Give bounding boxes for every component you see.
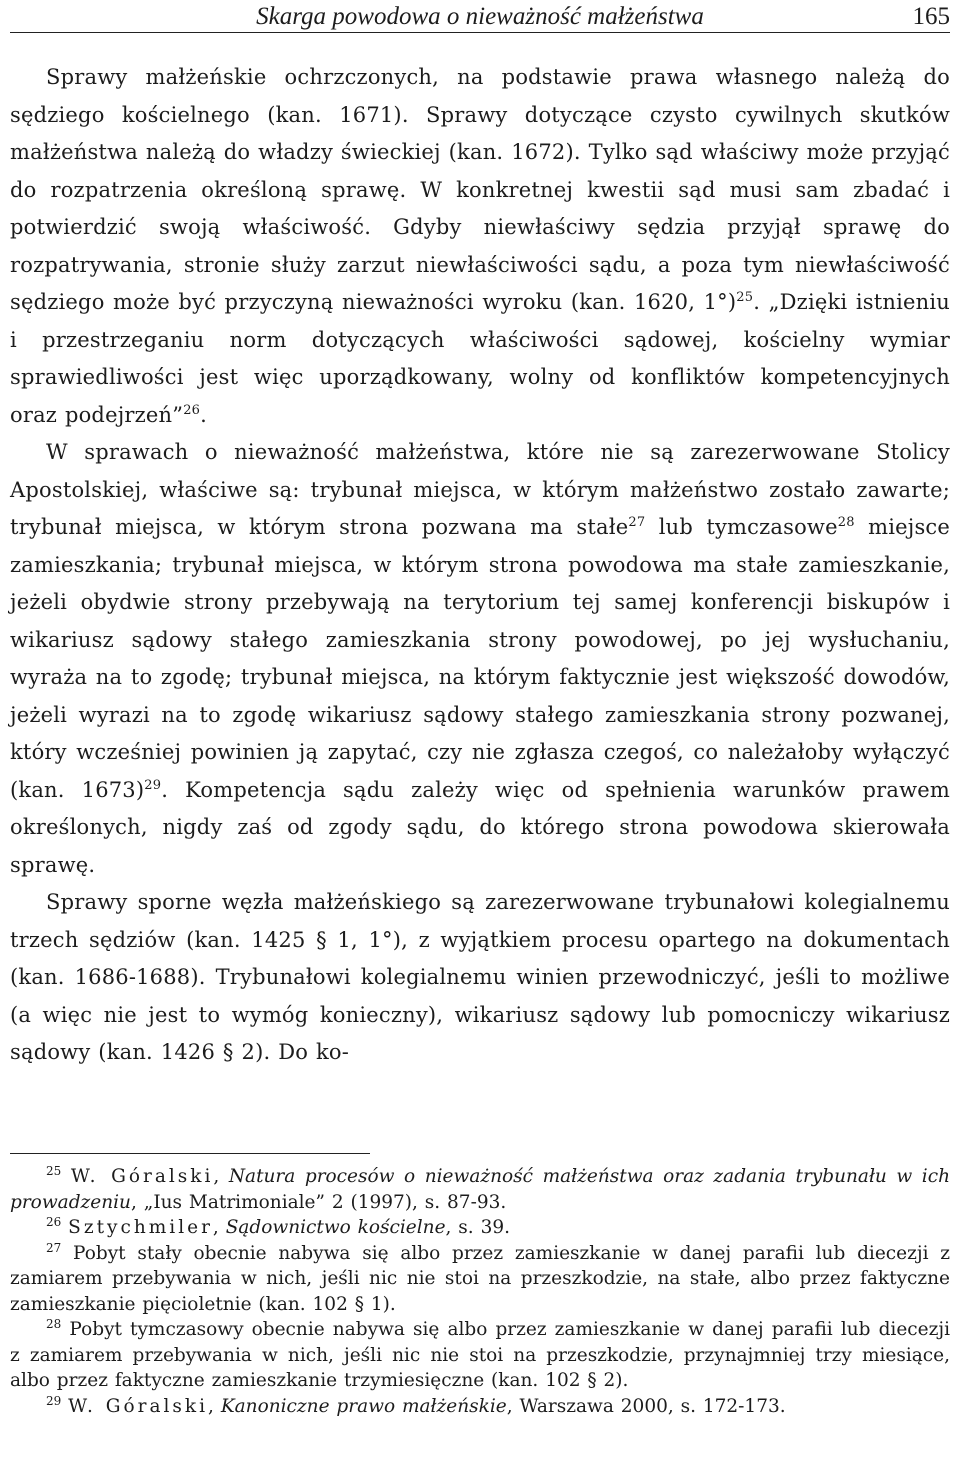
footnote-ref-29: 29 — [144, 777, 162, 793]
footnote-author: W. Góralski — [68, 1395, 209, 1417]
main-text — [10, 59, 950, 1072]
footnote-author: Sztychmiler — [68, 1217, 213, 1238]
footnote-26: $^{26}$ Sztychmiler, Sądownictwo kościelne, s. 39. — [46, 1215, 510, 1238]
footnotes — [10, 1164, 950, 1419]
running-header — [10, 0, 950, 33]
footnote-ref-25: 25 — [736, 290, 754, 305]
paragraph-text: Sprawy sporne węzła małżeńskiego są zarezerwowane trybunałowi kolegialnemu trzech sędziów (kan. 1425 § 1, 1°), z wyjątkiem procesu opartego na dokumentach (kan. 1686-1688). Trybunałowi kolegialnemu winien przewodniczyć, jeśli to możliwe (a więc nie jest to wymóg konieczny), wikariusz sądowy lub pomocniczy wikariusz sądowy (kan. 1426 § 2). Do ko- — [10, 890, 950, 1064]
paragraph-text: Sprawy małżeńskie ochrzczonych, na podstawie prawa własnego należą do sędziego kościelnego (kan. 1671). Sprawy dotyczące czysto cywilnych skutków małżeństwa należą do władzy świeckiej (kan. 1672). Tylko sąd właściwy może przyjąć do rozpatrzenia określoną sprawę. W konkretnej kwestii sąd musi sam zbadać i potwierdzić swoją właściwość. Gdyby niewłaściwy sędzia przyjął sprawę do rozpatrywania, stronie służy zarzut niewłaściwości sądu, a poza tym niewłaściwość sędziego może być przyczyną nieważności wyroku (kan. 1620, 1°) — [10, 65, 950, 314]
footnote-27 — [10, 1241, 950, 1318]
footnote-25: $^{25}$ W. Góralski, Natura procesów o nieważność małżeństwa oraz zadania trybunału w ich prowadzeniu, „Ius Matrimoniale” 2 (1997), s. 87-93. — [10, 1164, 951, 1213]
footnote-title: Sądownictwo kościelne — [225, 1217, 446, 1238]
running-title: Skarga powodowa o nieważność małżeństwa — [256, 3, 704, 30]
footnote-28 — [10, 1317, 950, 1394]
paragraph-text: lub tymczasowe — [645, 515, 838, 539]
footnote-rest: , Warszawa 2000, s. 172-173. — [506, 1395, 786, 1417]
footnote-rest: , s. 39. — [445, 1217, 510, 1238]
footnote-text: Pobyt stały obecnie nabywa się albo przez zamieszkanie w danej parafii lub diecezji z zamiarem przebywania w nich, jeśli nic nie stoi na przeszkodzie, na stałe, albo przez faktyczne zamieszkanie pięcioletnie (kan. 102 § 1). — [10, 1242, 950, 1315]
footnote-number: 25 — [46, 1164, 62, 1178]
paragraph-text: . „Dzięki istnieniu i przestrzeganiu norm dotyczących właściwości sądowej, kościelny wymiar sprawiedliwości jest więc uporządkowany, wolny od konfliktów kompetencyjnych oraz podejrzeń” — [10, 290, 950, 427]
footnote-number: 27 — [46, 1240, 62, 1255]
footnote-author: W. Góralski — [70, 1166, 214, 1187]
footnote-number: 28 — [46, 1317, 62, 1331]
footnote-ref-28: 28 — [837, 515, 855, 530]
paragraph-2 — [10, 434, 950, 884]
paragraph-3 — [10, 884, 950, 1072]
footnote-divider — [10, 1153, 370, 1154]
footnote-ref-26: 26 — [183, 402, 201, 418]
page-number: 165 — [912, 3, 950, 30]
paragraph-text: miejsce zamieszkania; trybunał miejsca, w którym strona powodowa ma stałe zamieszkanie, jeżeli obydwie strony przebywają na terytorium tej samej konferencji biskupów i wikariusz sądowy stałego zamieszkania strony powodowej, po jej wysłuchaniu, wyraża na to zgodę; trybunał miejsca, na którym faktycznie jest większość dowodów, jeżeli wyrazi na to zgodę wikariusz sądowy stałego zamieszkania strony pozwanej, który wcześniej powinien ją zapytać, czy nie zgłasza czegoś, co należałoby wyłączyć (kan. 1673) — [10, 515, 951, 802]
footnote-29: $^{29}$ W. Góralski, Kanoniczne prawo małżeńskie, Warszawa 2000, s. 172-173. — [46, 1393, 786, 1417]
footnote-text: Pobyt tymczasowy obecnie nabywa się albo przez zamieszkanie w danej parafii lub diecezji z zamiarem przebywania w nich, jeśli nic nie stoi na przeszkodzie, przynajmniej trzy miesiące, albo przez faktyczne zamieszkanie trzymiesięczne (kan. 102 § 2). — [10, 1319, 951, 1391]
paragraph-1 — [10, 59, 950, 434]
paragraph-text: . — [200, 402, 208, 427]
footnote-ref-27: 27 — [628, 515, 646, 530]
paragraph-text: W sprawach o nieważność małżeństwa, które nie są zarezerwowane Stolicy Apostolskiej, właściwe są: trybunał miejsca, w którym małżeństwo zostało zawarte; trybunał miejsca, w którym strona pozwana ma stałe — [10, 440, 950, 539]
footnote-title: Natura procesów o nieważność małżeństwa oraz zadania trybunału w ich prowadzeniu — [10, 1166, 951, 1213]
footnote-number: 29 — [46, 1393, 62, 1408]
footnote-number: 26 — [46, 1215, 62, 1229]
footnote-rest: , „Ius Matrimoniale” 2 (1997), s. 87-93. — [130, 1191, 507, 1213]
footnote-title: Kanoniczne prawo małżeńskie — [220, 1395, 507, 1417]
paragraph-text: . Kompetencja sądu zależy więc od spełnienia warunków prawem określonych, nigdy zaś od zgody sądu, do którego strona powodowa skierowała sprawę. — [10, 777, 950, 877]
